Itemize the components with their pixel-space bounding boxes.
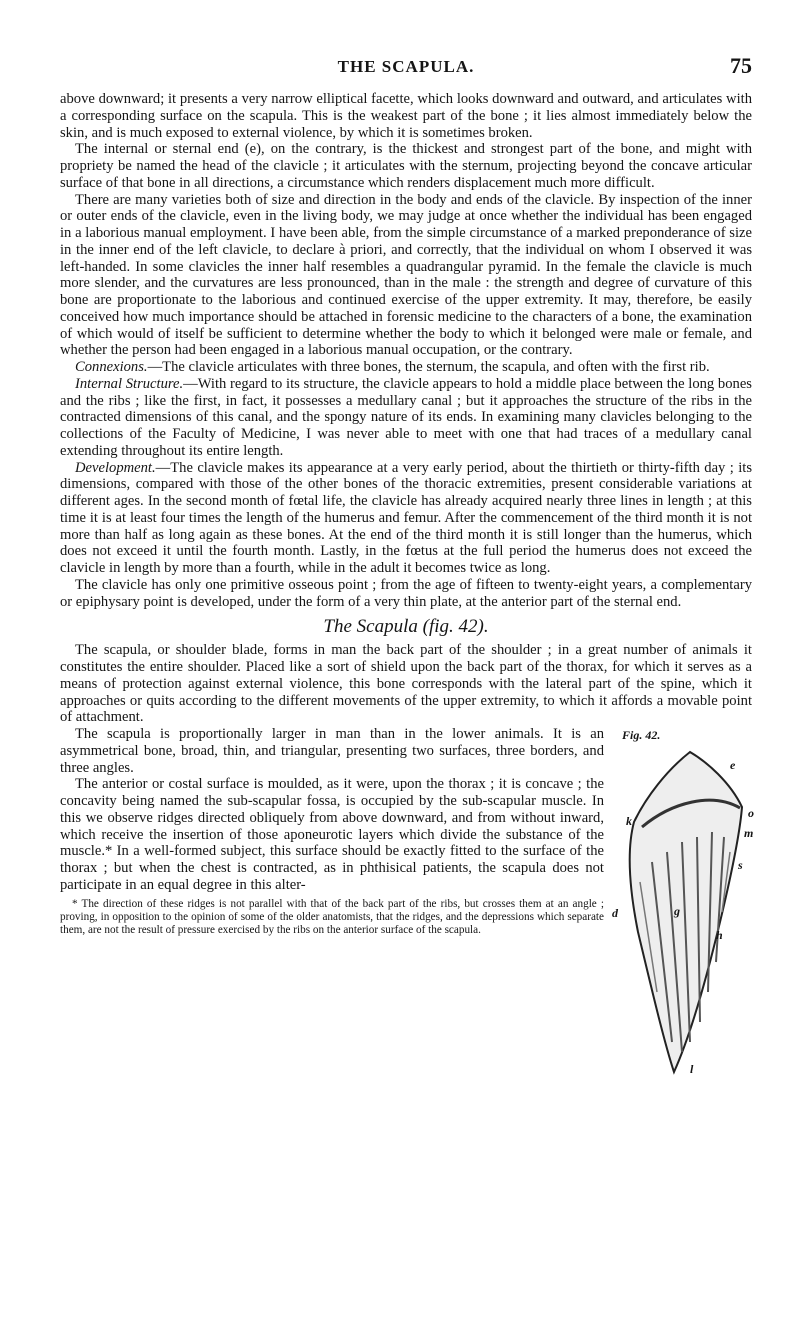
subheading: Internal Structure. (75, 375, 184, 392)
subheading: Connexions. (75, 359, 148, 375)
figure-label: g (674, 904, 680, 918)
figure-42 (612, 728, 752, 1088)
page (60, 55, 752, 1088)
page-number: 75 (730, 53, 752, 78)
paragraph: The scapula, or shoulder blade, forms in man the back part of the shoulder ; in a great number of animals it constitutes the entire shoulder. Placed like a sort of shield upon the back part of the thorax, for which it serves as a means of protection against external violence, this bone corresponds with the lateral part of the spine, which it approaches or quits according to the different movements of the upper extremity, to which it affords a movable point of attachment. (60, 642, 752, 726)
paragraph-connexions: Connexions.—The clavicle articulates with three bones, the sternum, the scapula, and often with the first rib. (75, 359, 710, 375)
subheading: Development. (75, 459, 156, 476)
figure-label: l (690, 1062, 694, 1076)
scapula-illustration (612, 742, 752, 1082)
figure-label: k (626, 814, 632, 828)
paragraph: The scapula is proportionally larger in man than in the lower animals. It is an asymmetrical bone, broad, thin, and triangular, presenting two surfaces, three borders, and three angles. (60, 726, 604, 776)
paragraph: The internal or sternal end (e), on the contrary, is the thickest and strongest part of the bone, and might with propriety be named the head of the clavicle ; it articulates with the sternum, projecting beyond the concave articular surface of that bone in all directions, a circumstance which renders displacement much more difficult. (60, 141, 752, 191)
figure-label: o (748, 806, 754, 820)
paragraph: The anterior or costal surface is moulded, as it were, upon the thorax ; it is concave ; the concavity being named the sub-scapular fossa, is occupied by the sub-scapular muscle. In this we observe ridges directed obliquely from above downward, and from without inward, which receive the insertion of those aponeurotic layers which divide the substance of the muscle.* In a well-formed subject, this surface should be exactly fitted to the surface of the thorax ; but when the chest is contracted, as in phthisical patients, the scapula does not participate in an equal degree in this alter- (60, 776, 604, 893)
paragraph: above downward; it presents a very narrow elliptical facette, which looks downward and outward, and articulates with a corresponding surface on the scapula. This is the weakest part of the bone ; it lies almost immediately below the skin, and is much exposed to external violence, by which it is sometimes broken. (60, 91, 752, 141)
figure-label: h (716, 928, 723, 942)
figure-label: m (744, 826, 754, 840)
footnote: * The direction of these ridges is not parallel with that of the back part of the ribs, but crosses them at an angle ; proving, in opposition to the opinion of some of the older anatomists, that the ridges, and the depressions which separate them, are not the result of pressure exercised by the ribs on the anterior surface of the scapula. (60, 897, 604, 937)
paragraph-development: Development.—The clavicle makes its appearance at a very early period, about the thirtieth or thirty-fifth day ; its dimensions, compared with those of the other bones of the thoracic extremities, present considerable variations at different ages. In the second month of fœtal life, the clavicle has already acquired nearly three lines in length ; at this time it is at least four times the length of the humerus and femur. After the commencement of the third month it is not more than half as long again as these bones. At the end of the third month it is still longer than the humerus, which does not exceed it until the fourth month. Lastly, in the fœtus at the full period the humerus does not exceed the clavicle in length by more than a fourth, while in the adult it becomes twice as long. (60, 459, 752, 576)
paragraph-internal-structure: Internal Structure.—With regard to its structure, the clavicle appears to hold a middle place between the long bones and the ribs ; like the first, in fact, it possesses a medullary canal ; but it approaches the structure of the ribs in the contracted dimensions of this canal, and the spongy nature of its ends. In examining many clavicles belonging to the collections of the Faculty of Medicine, I was never able to meet with one that had traces of a medullary canal extending throughout its entire length. (60, 375, 752, 459)
figure-label: e (730, 758, 736, 772)
page-header (60, 55, 752, 81)
paragraph: The clavicle has only one primitive osseous point ; from the age of fifteen to twenty-eight years, a complementary or epiphysary point is developed, under the form of a very thin plate, at the anterior part of the sternal end. (60, 576, 752, 610)
section-title: The Scapula (fig. 42). (323, 616, 489, 638)
figure-caption: Fig. 42. (622, 728, 661, 742)
figure-label: d (612, 906, 618, 920)
running-title: THE SCAPULA. (337, 57, 475, 76)
figure-label: s (738, 858, 743, 872)
paragraph: There are many varieties both of size and direction in the body and ends of the clavicle. By inspection of the inner or outer ends of the clavicle, even in the living body, we may judge at once whether the individual has been engaged in a laborious manual employment. I have been able, from the simple circumstance of a marked preponderance of size in the inner end of the left clavicle, to declare à priori, and correctly, that the individual on whom I observed it was left-handed. In some clavicles the inner half resembles a quadrangular pyramid. In the female the clavicle is much more slender, and the curvatures are less pronounced, than in the male : the strength and degree of curvature of this bone are proportionate to the laborious and continued exercise of the upper extremity. It may, therefore, be easily conceived how much importance should be attached in forensic medicine to the characters of a bone, the examination of which would of itself be sufficient to determine whether the body to which it belonged were male or female, and whether the person had been engaged in a laborious manual occupation, or the contrary. (60, 191, 752, 359)
